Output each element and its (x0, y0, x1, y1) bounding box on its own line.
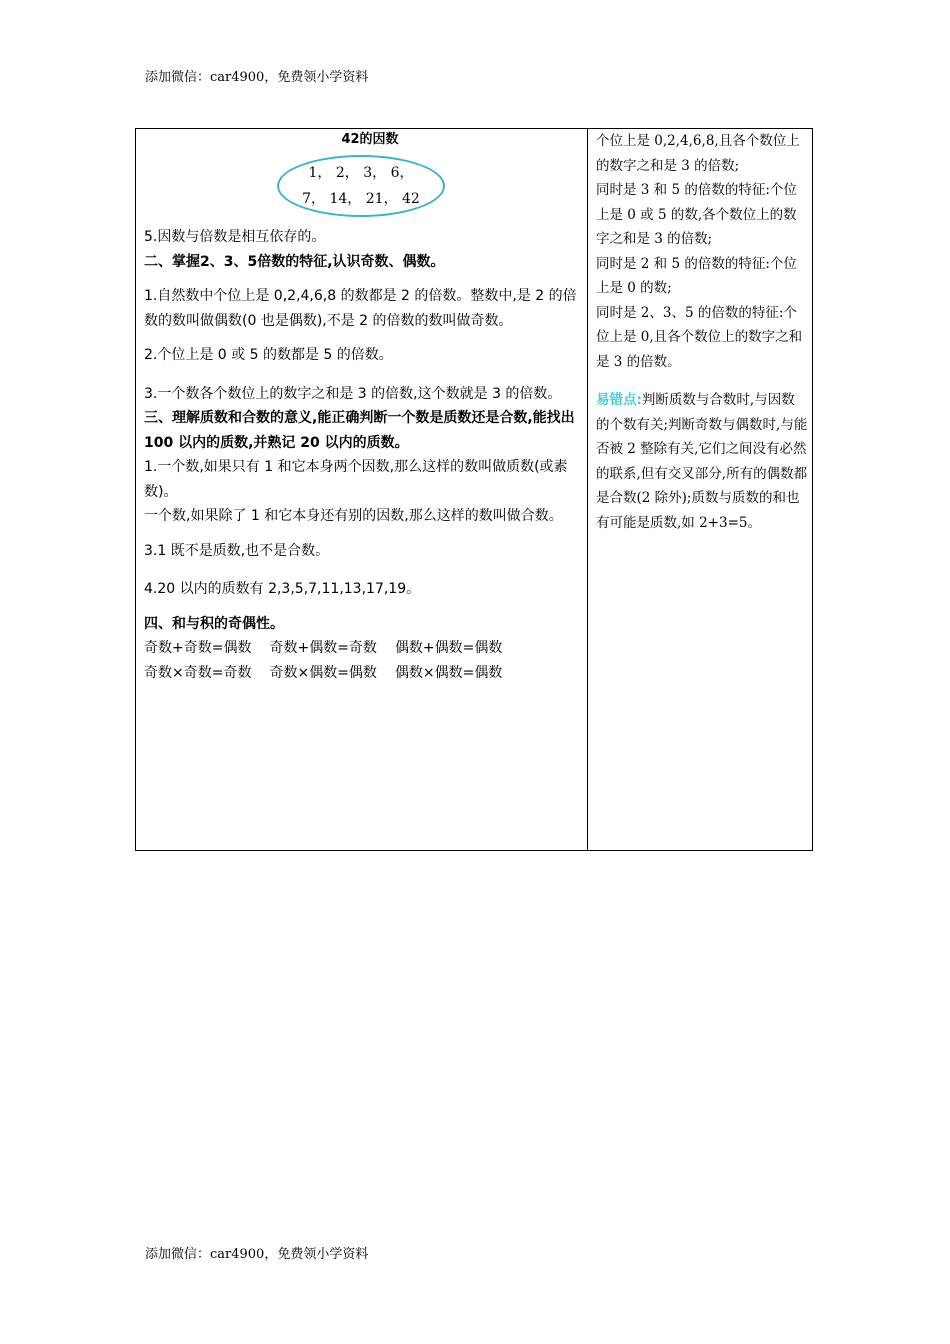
footer-note: 添加微信：car4900，免费领小学资料 (145, 1247, 369, 1262)
right-para-3: 同时是 2 和 5 的倍数的特征:个位上是 0 的数; (596, 255, 797, 296)
section-3-para-3: 3.1 既不是质数,也不是合数。 (144, 542, 330, 559)
column-divider (587, 129, 588, 850)
section-2-title: 二、掌握2、3、5倍数的特征,认识奇数、偶数。 (144, 253, 445, 270)
factor-ellipse (277, 155, 445, 217)
content-table (135, 128, 813, 851)
right-column (596, 129, 808, 535)
parity-cell: 奇数+奇数=偶数 (144, 640, 252, 656)
factor-line-1: 1， 2， 3， 6， (308, 165, 414, 181)
parity-row-sum (144, 636, 580, 661)
header-note: 添加微信：car4900，免费领小学资料 (145, 70, 369, 85)
section-3-para-1: 1.一个数,如果只有 1 和它本身两个因数,那么这样的数叫做质数(或素数)。 (144, 459, 568, 500)
parity-row-product (144, 661, 580, 686)
factor-figure-title: 42的因数 (341, 132, 399, 147)
factor-line-2: 7， 14， 21， 42 (302, 191, 420, 207)
right-para-4: 同时是 2、3、5 的倍数的特征:个位上是 0,且各个数位上的数字之和是 3 的倍数。 (596, 304, 803, 370)
mistake-note (596, 388, 808, 535)
section-3-para-2: 一个数,如果除了 1 和它本身还有别的因数,那么这样的数叫做合数。 (144, 508, 563, 524)
mistake-text: 判断质数与合数时,与因数的个数有关;判断奇数与偶数时,与能否被 2 整除有关,它们之间没有必然的联系,但有交叉部分,所有的偶数都是合数(2 除外);质数与质数的和也有可能是质数,如 2+3=5。 (596, 392, 808, 531)
section-2-para-3: 3.一个数各个数位上的数字之和是 3 的倍数,这个数就是 3 的倍数。 (144, 385, 562, 402)
parity-cell: 奇数×偶数=偶数 (269, 664, 377, 681)
right-para-2: 同时是 3 和 5 的倍数的特征:个位上是 0 或 5 的数,各个数位上的数字之和是 3 的倍数; (596, 182, 797, 247)
parity-cell: 偶数+偶数=偶数 (394, 640, 503, 656)
section-2-para-1: 1.自然数中个位上是 0,2,4,6,8 的数都是 2 的倍数。整数中,是 2 的倍数的数叫做偶数(0 也是偶数),不是 2 的倍数的数叫做奇数。 (144, 288, 577, 329)
left-column (144, 129, 580, 685)
item-5: 5.因数与倍数是相互依存的。 (144, 229, 326, 245)
parity-cell: 奇数×奇数=奇数 (144, 664, 252, 681)
right-para-1: 个位上是 0,2,4,6,8,且各个数位上的数字之和是 3 的倍数; (596, 133, 800, 174)
section-4-title: 四、和与积的奇偶性。 (144, 615, 284, 632)
parity-cell: 偶数×偶数=偶数 (394, 664, 503, 681)
section-3-para-4: 4.20 以内的质数有 2,3,5,7,11,13,17,19。 (144, 581, 421, 597)
parity-cell: 奇数+偶数=奇数 (269, 640, 377, 656)
section-2-para-2: 2.个位上是 0 或 5 的数都是 5 的倍数。 (144, 347, 393, 363)
section-3-title: 三、理解质数和合数的意义,能正确判断一个数是质数还是合数,能找出 100 以内的质数,并熟记 20 以内的质数。 (144, 410, 575, 451)
mistake-label: 易错点: (596, 392, 642, 408)
